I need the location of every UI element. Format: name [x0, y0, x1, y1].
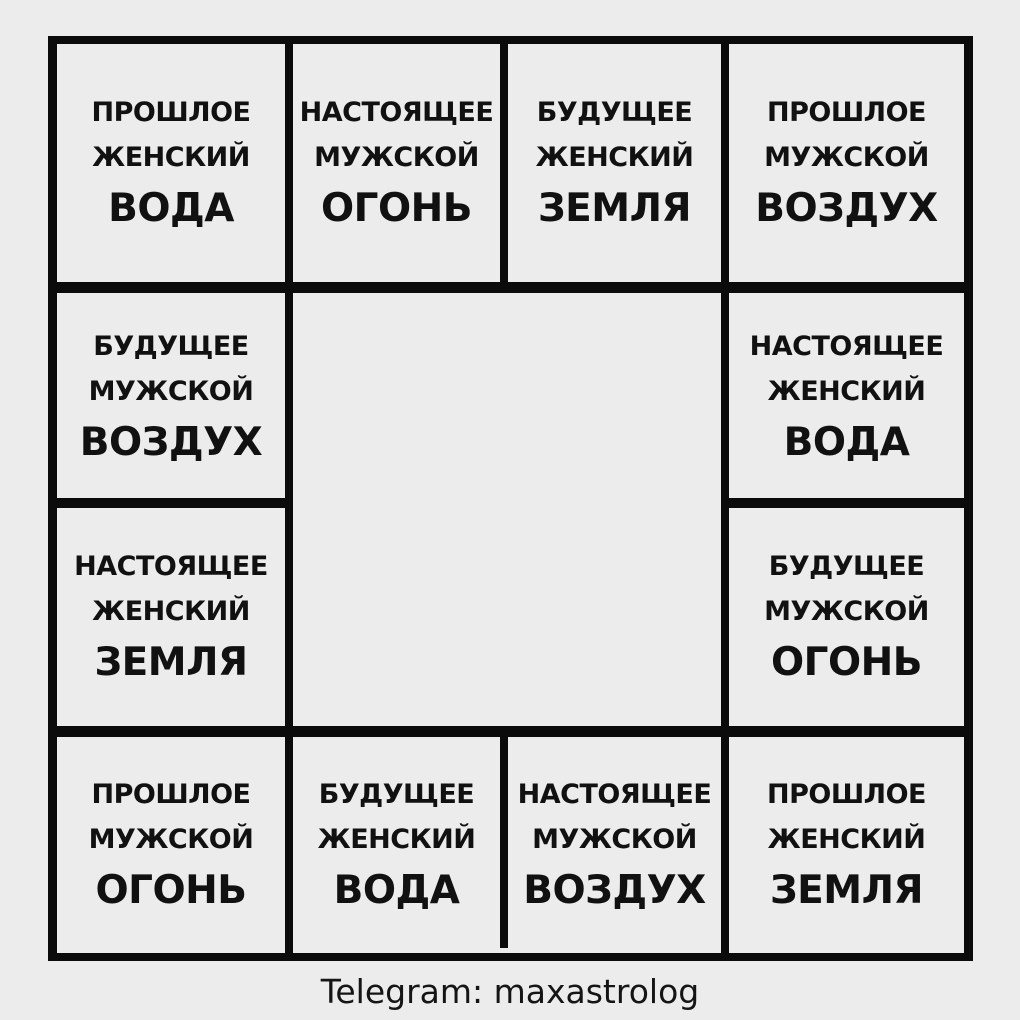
cell-text: [57, 324, 285, 470]
cell-left-2: [57, 508, 285, 726]
cell-right-1: [729, 293, 964, 500]
gender-label: МУЖСКОЙ: [532, 824, 697, 855]
cell-text: [57, 772, 285, 918]
cell-left-1: [57, 293, 285, 500]
element-label: ЗЕМЛЯ: [94, 640, 248, 685]
cell-text: [729, 324, 964, 470]
gender-label: МУЖСКОЙ: [764, 596, 929, 627]
cell-top-2: [293, 44, 500, 282]
cell-text: [57, 544, 285, 690]
gender-label: ЖЕНСКИЙ: [317, 824, 476, 855]
element-label: ОГОНЬ: [770, 640, 923, 685]
time-label: НАСТОЯЩЕЕ: [749, 330, 944, 362]
side-divider-line: [721, 498, 973, 508]
element-label: ВОДА: [783, 419, 910, 465]
gender-label: МУЖСКОЙ: [88, 824, 254, 855]
cell-bottom-3: [508, 737, 721, 953]
time-label: БУДУЩЕЕ: [93, 330, 249, 362]
cell-text: [293, 90, 500, 236]
gender-label: ЖЕНСКИЙ: [92, 596, 250, 627]
time-label: БУДУЩЕЕ: [318, 779, 475, 810]
element-label: ЗЕМЛЯ: [769, 868, 924, 913]
element-label: ВОЗДУХ: [755, 186, 938, 231]
cell-text: [57, 90, 285, 236]
cell-text: [508, 90, 721, 236]
frame-bottom-line: [48, 953, 973, 961]
gender-label: ЖЕНСКИЙ: [92, 142, 250, 173]
cell-text: [293, 772, 500, 918]
time-label: БУДУЩЕЕ: [536, 97, 693, 128]
column-divider-line: [721, 36, 729, 961]
time-label: НАСТОЯЩЕЕ: [299, 97, 494, 128]
row-divider-line: [48, 282, 973, 293]
time-label: НАСТОЯЩЕЕ: [74, 551, 268, 582]
time-label: ПРОШЛОЕ: [766, 779, 926, 810]
cell-bottom-1: [57, 737, 285, 953]
column-divider-line: [500, 726, 508, 948]
side-divider-line: [48, 498, 293, 508]
element-label: ЗЕМЛЯ: [537, 186, 692, 231]
gender-label: ЖЕНСКИЙ: [767, 824, 926, 855]
column-divider-line: [500, 36, 508, 293]
cell-text: [508, 772, 721, 918]
gender-label: ЖЕНСКИЙ: [767, 375, 926, 407]
element-label: ВОЗДУХ: [79, 419, 263, 465]
frame-top-line: [48, 36, 973, 44]
element-label: ОГОНЬ: [320, 186, 473, 231]
element-label: ВОДА: [108, 186, 234, 231]
time-label: ПРОШЛОЕ: [766, 97, 926, 128]
cell-top-4: [729, 44, 964, 282]
cell-bottom-2: [293, 737, 500, 953]
gender-label: МУЖСКОЙ: [314, 142, 479, 173]
time-label: НАСТОЯЩЕЕ: [517, 779, 712, 810]
element-label: ВОДА: [333, 868, 460, 913]
gender-label: МУЖСКОЙ: [88, 375, 254, 407]
time-label: БУДУЩЕЕ: [768, 551, 925, 582]
element-label: ВОЗДУХ: [523, 868, 706, 913]
time-label: ПРОШЛОЕ: [91, 779, 251, 810]
cell-bottom-4: [729, 737, 964, 953]
cell-text: [729, 772, 964, 918]
time-label: ПРОШЛОЕ: [91, 97, 251, 128]
gender-label: ЖЕНСКИЙ: [535, 142, 694, 173]
column-divider-line: [285, 36, 293, 961]
cell-right-2: [729, 508, 964, 726]
element-label: ОГОНЬ: [95, 868, 247, 913]
row-divider-line: [48, 726, 973, 737]
cell-top-1: [57, 44, 285, 282]
center-empty-area: [293, 293, 721, 726]
cell-top-3: [508, 44, 721, 282]
cell-text: [729, 544, 964, 690]
gender-label: МУЖСКОЙ: [764, 142, 929, 173]
cell-text: [729, 90, 964, 236]
telegram-credit: Telegram: maxastrolog: [320, 972, 700, 1011]
